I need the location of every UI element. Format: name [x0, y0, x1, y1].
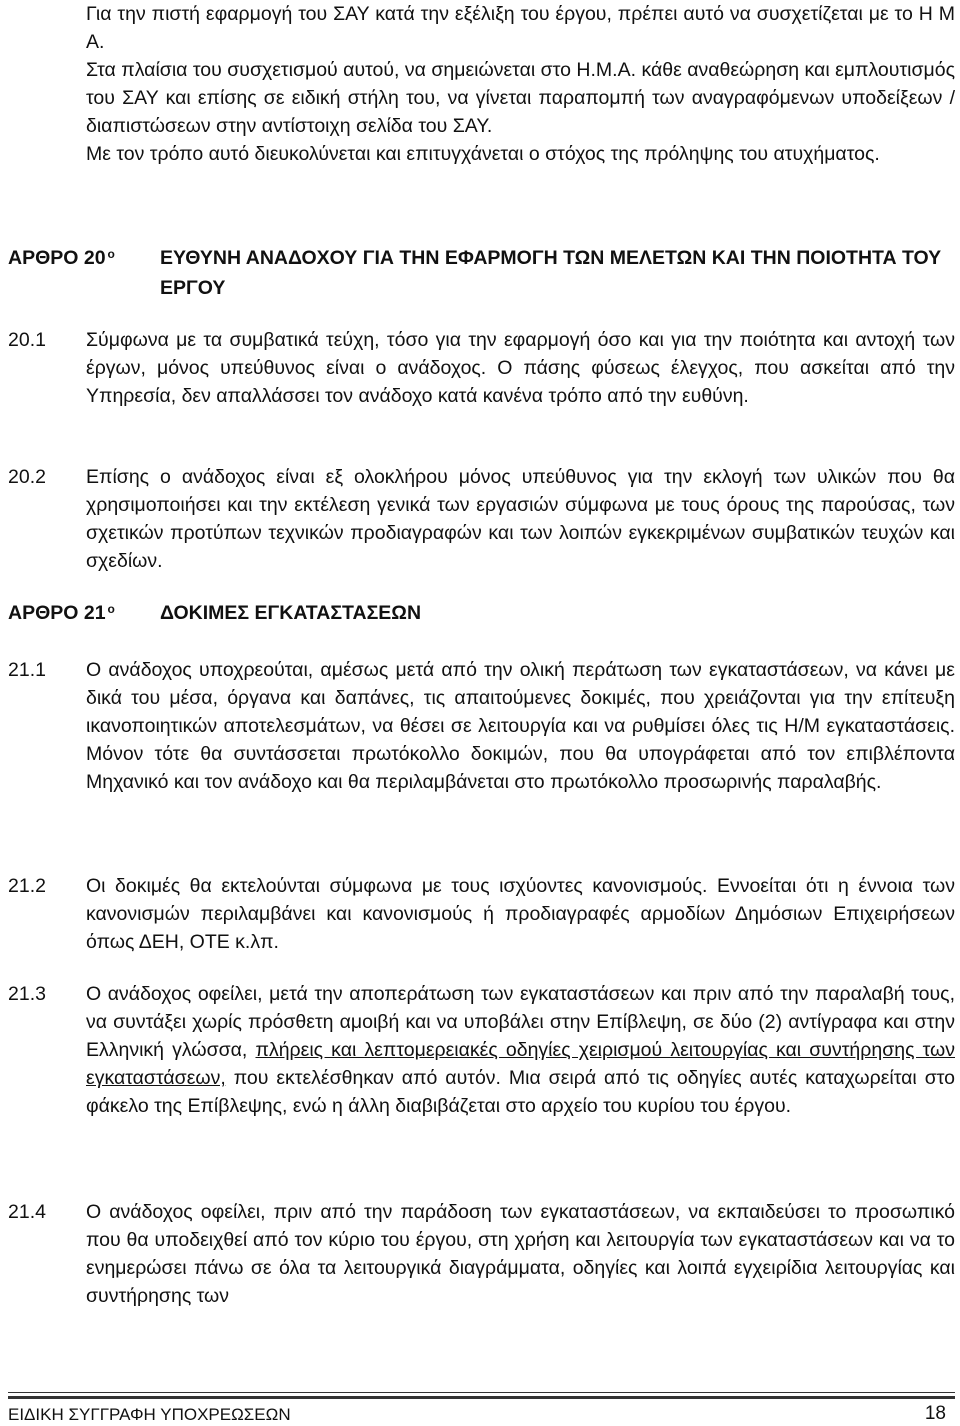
clause-number: 21.4 [8, 1201, 46, 1223]
clause-text [86, 980, 955, 1120]
footer-divider-thick [8, 1396, 955, 1399]
article-21-title: ΔΟΚΙΜΕΣ ΕΓΚΑΤΑΣΤΑΣΕΩΝ [160, 602, 422, 624]
footer-divider [8, 1392, 955, 1393]
clause-text: Επίσης ο ανάδοχος είναι εξ ολοκλήρου μόνος υπεύθυνος για την εκλογή των υλικών που θα χρησιμοποιήσει και την εκτέλεση γενικά των εργασιών σύμφωνα με τους όρους της παρούσας, των σχετικών προτύπων τεχνικών προδιαγραφών και των λοιπών εγκεκριμένων συμβατικών τευχών και σχεδίων. [86, 466, 955, 572]
article-20-number: ΑΡΘΡΟ 20 $^o$ [8, 247, 115, 269]
intro-paragraph-1: Για την πιστή εφαρμογή του ΣΑΥ κατά την εξέλιξη του έργου, πρέπει αυτό να συσχετίζεται με το Η Μ Α. [86, 3, 955, 53]
page-number: 18 [924, 1403, 946, 1424]
clause-number: 20.2 [8, 466, 46, 488]
clause-number: 21.3 [8, 983, 46, 1005]
clause-number: 21.2 [8, 875, 46, 897]
clause-text: Σύμφωνα με τα συμβατικά τεύχη, τόσο για την εφαρμογή όσο και για την ποιότητα και αντοχή των έργων, μόνος υπεύθυνος είναι ο ανάδοχος. Ο πάσης φύσεως έλεγχος, που ασκείται από την Υπηρεσία, δεν απαλλάσσει τον ανάδοχο κατά κανένα τρόπο από την ευθύνη. [86, 329, 955, 407]
clause-text-part: Ο ανάδοχος οφείλει, μετά την αποπεράτωση των εγκαταστάσεων και πριν από την παραλαβή τους, να συντάξει χωρίς πρόσθετη αμοιβή και να υποβάλει στην Επίβλεψη, σε δύο (2) αντίγραφα και στην Ελληνική γλώσσα, [86, 983, 955, 1061]
underlined-text: πλήρεις και λεπτομερειακές οδηγίες χειρισμού λειτουργίας και συντήρησης των εγκαταστάσεων, [86, 1039, 955, 1089]
clause-number: 20.1 [8, 329, 46, 351]
intro-section [86, 0, 955, 168]
article-21-number: ΑΡΘΡΟ 21 $^o$ [8, 602, 115, 624]
clause-text: Ο ανάδοχος οφείλει, πριν από την παράδοση των εγκαταστάσεων, να εκπαιδεύσει το προσωπικό που θα υποδειχθεί από τον κύριο του έργου, στη χρήση και λειτουργία των εγκαταστάσεων και να το ενημερώσει πάνω σε όλα τα λειτουργικά διαγράμματα, οδηγίες και λοιπά εγχειρίδια λειτουργίας και συντήρησης των [86, 1201, 955, 1307]
clause-text: Ο ανάδοχος υποχρεούται, αμέσως μετά από την ολική περάτωση των εγκαταστάσεων, να κάνει με δικά του μέσα, όργανα και δαπάνες, τις απαιτούμενες δοκιμές, που χρειάζονται για την επίτευξη ικανοποιητικών αποτελεσμάτων, να θέσει σε λειτουργία και να ρυθμίσει όλες τις Η/Μ εγκαταστάσεις. Μόνον τότε θα συντάσσεται πρωτόκολλο δοκιμών, που θα υπογράφεται από τον επιβλέποντα Μηχανικό και τον ανάδοχο και θα περιλαμβάνεται στο πρωτόκολλο προσωρινής παραλαβής. [86, 659, 955, 793]
intro-paragraph-2: Στα πλαίσια του συσχετισμού αυτού, να σημειώνεται στο Η.Μ.Α. κάθε αναθεώρηση και εμπλουτισμός του ΣΑΥ και επίσης σε ειδική στήλη του, να γίνεται παραπομπή των αναγραφόμενων υποδείξεων / διαπιστώσεων στην αντίστοιχη σελίδα του ΣΑΥ. [86, 59, 955, 137]
clause-number: 21.1 [8, 659, 46, 681]
footer-document-title: ΕΙΔΙΚΗ ΣΥΓΓΡΑΦΗ ΥΠΟΧΡΕΩΣΕΩΝ [8, 1405, 291, 1424]
intro-paragraph-3: Με τον τρόπο αυτό διευκολύνεται και επιτυγχάνεται ο στόχος της πρόληψης του ατυχήματος. [86, 143, 880, 165]
article-20-title: ΕΥΘΥΝΗ ΑΝΑΔΟΧΟΥ ΓΙΑ ΤΗΝ ΕΦΑΡΜΟΓΗ ΤΩΝ ΜΕΛΕΤΩΝ ΚΑΙ ΤΗΝ ΠΟΙΟΤΗΤΑ ΤΟΥ ΕΡΓΟΥ [160, 247, 942, 299]
clause-text-part: που εκτελέσθηκαν από αυτόν. Μια σειρά από τις οδηγίες αυτές καταχωρείται στο φάκελο της Επίβλεψης, ενώ η άλλη διαβιβάζεται στο αρχείο του κυρίου του έργου. [86, 1067, 955, 1117]
clause-text: Οι δοκιμές θα εκτελούνται σύμφωνα με τους ισχύοντες κανονισμούς. Εννοείται ότι η έννοια των κανονισμών περιλαμβάνει και κανονισμούς ή προδιαγραφές αρμοδίων Δημόσιων Επιχειρήσεων όπως ΔΕΗ, ΟΤΕ κ.λπ. [86, 875, 955, 953]
